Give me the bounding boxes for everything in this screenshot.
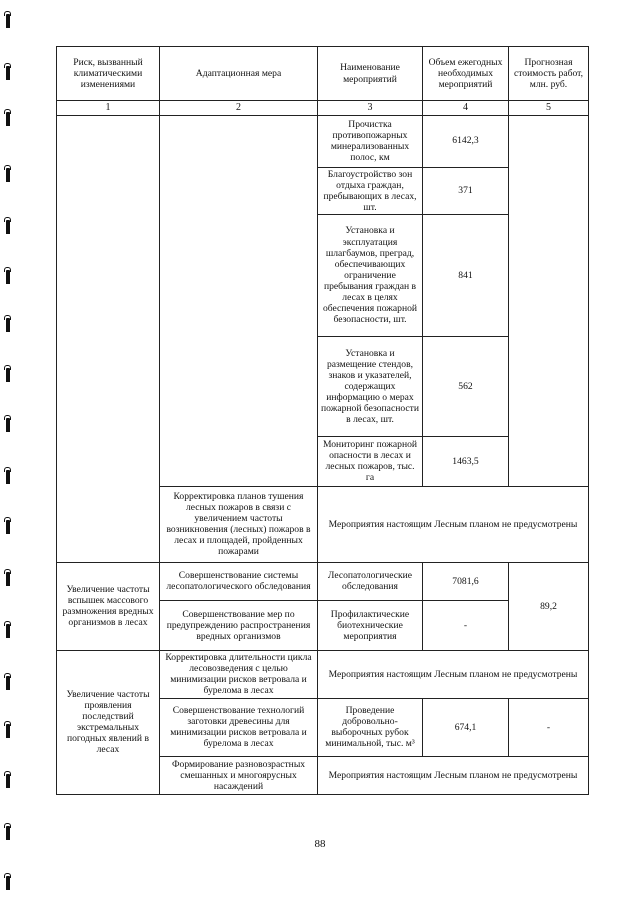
- adaptation-measures-table: [56, 46, 589, 795]
- no-measures-note: Мероприятия настоящим Лесным планом не предусмотрены: [318, 650, 589, 698]
- activity-volume: -: [423, 600, 509, 650]
- activity-name: Проведение добровольно-выборочных рубок минимальной, тыс. м³: [318, 698, 423, 756]
- activity-volume: 674,1: [423, 698, 509, 756]
- binding-holes: [4, 0, 16, 905]
- header-measure: Адаптационная мера: [160, 47, 318, 101]
- activity-name: Прочистка противопожарных минерализованных полос, км: [318, 115, 423, 167]
- column-number: 4: [423, 101, 509, 116]
- column-number-row: [57, 101, 589, 116]
- activity-name: Лесопатологические обследования: [318, 562, 423, 600]
- header-risk: Риск, вызванный климатическими изменениями: [57, 47, 160, 101]
- column-number: 5: [509, 101, 589, 116]
- activity-name: Мониторинг пожарной опасности в лесах и лесных пожаров, тыс. га: [318, 436, 423, 486]
- activity-volume: 562: [423, 336, 509, 436]
- risk-cell: Увеличение частоты проявления последствий экстремальных погодных явлений в лесах: [57, 650, 160, 794]
- adaptation-measure: Корректировка длительности цикла лесовозведения с целью минимизации рисков ветровала и бурелома в лесах: [160, 650, 318, 698]
- activity-name: Профилактические биотехнические мероприятия: [318, 600, 423, 650]
- measure-cell-empty: [160, 115, 318, 486]
- no-measures-note: Мероприятия настоящим Лесным планом не предусмотрены: [318, 486, 589, 562]
- header-cost: Прогнозная стоимость работ, млн. руб.: [509, 47, 589, 101]
- column-number: 2: [160, 101, 318, 116]
- no-measures-note: Мероприятия настоящим Лесным планом не предусмотрены: [318, 756, 589, 794]
- activity-name: Благоустройство зон отдыха граждан, пребывающих в лесах, шт.: [318, 167, 423, 214]
- header-volume: Объем ежегодных необходимых мероприятий: [423, 47, 509, 101]
- adaptation-measure: Совершенствование технологий заготовки древесины для минимизации рисков ветровала и бурелома в лесах: [160, 698, 318, 756]
- table-row: [57, 650, 589, 698]
- activity-volume: 7081,6: [423, 562, 509, 600]
- adaptation-measure: Корректировка планов тушения лесных пожаров в связи с увеличением частоты возникновения (лесных) пожаров в лесах и площадей, пройденных пожарами: [160, 486, 318, 562]
- activity-name: Установка и эксплуатация шлагбаумов, преград, обеспечивающих ограничение пребывания граждан в лесах в целях обеспечения пожарной безопасности, шт.: [318, 214, 423, 336]
- header-row: [57, 47, 589, 101]
- activity-cost: 89,2: [509, 562, 589, 650]
- table-row: [57, 115, 589, 167]
- activity-cost: -: [509, 698, 589, 756]
- cost-cell-empty: [509, 115, 589, 486]
- activity-volume: 371: [423, 167, 509, 214]
- column-number: 3: [318, 101, 423, 116]
- risk-cell-empty: [57, 115, 160, 562]
- header-activity-name: Наименование мероприятий: [318, 47, 423, 101]
- column-number: 1: [57, 101, 160, 116]
- adaptation-measure: Формирование разновозрастных смешанных и многоярусных насаждений: [160, 756, 318, 794]
- table-row: [57, 562, 589, 600]
- activity-volume: 6142,3: [423, 115, 509, 167]
- activity-name: Установка и размещение стендов, знаков и указателей, содержащих информацию о мерах пожарной безопасности в лесах, шт.: [318, 336, 423, 436]
- activity-volume: 1463,5: [423, 436, 509, 486]
- risk-cell: Увеличение частоты вспышек массового размножения вредных организмов в лесах: [57, 562, 160, 650]
- adaptation-measure: Совершенствование системы лесопатологического обследования: [160, 562, 318, 600]
- page-number: 88: [314, 838, 326, 850]
- adaptation-measure: Совершенствование мер по предупреждению распространения вредных организмов: [160, 600, 318, 650]
- activity-volume: 841: [423, 214, 509, 336]
